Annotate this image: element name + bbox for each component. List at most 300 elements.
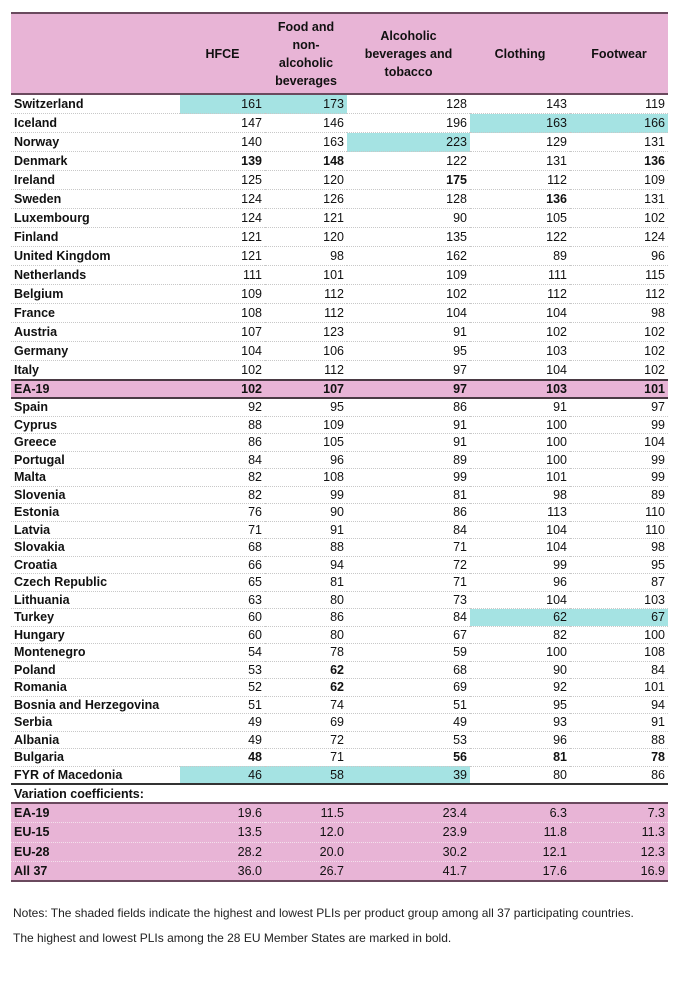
row-label: Germany: [11, 342, 180, 361]
value-cell: 103: [570, 591, 668, 609]
value-cell: 6.3: [470, 803, 570, 823]
value-cell: 175: [347, 171, 470, 190]
value-cell: 84: [347, 609, 470, 627]
value-cell: 102: [347, 285, 470, 304]
value-cell: 28.2: [180, 842, 265, 861]
value-cell: 104: [180, 342, 265, 361]
row-label: Poland: [11, 661, 180, 679]
value-cell: 88: [570, 731, 668, 749]
header-clothing: Clothing: [494, 46, 546, 61]
value-cell: 78: [570, 749, 668, 767]
value-cell: 119: [570, 94, 668, 114]
table-row: [11, 504, 668, 522]
value-cell: 128: [347, 190, 470, 209]
value-cell: 80: [265, 626, 347, 644]
value-cell: 12.0: [265, 823, 347, 842]
row-label: Slovakia: [11, 539, 180, 557]
value-cell: 71: [265, 749, 347, 767]
table-row: [11, 696, 668, 714]
value-cell: 56: [347, 749, 470, 767]
value-cell: 146: [265, 114, 347, 133]
variation-label-row: [11, 784, 668, 803]
value-cell: 49: [347, 714, 470, 732]
value-cell: 103: [470, 342, 570, 361]
value-cell: 13.5: [180, 823, 265, 842]
value-cell: 71: [347, 574, 470, 592]
table-row: [11, 469, 668, 487]
value-cell: 93: [470, 714, 570, 732]
value-cell: 53: [180, 661, 265, 679]
value-cell: 96: [470, 731, 570, 749]
table-row: [11, 285, 668, 304]
value-cell: 223: [347, 133, 470, 152]
value-cell: 99: [347, 469, 470, 487]
value-cell: 104: [470, 539, 570, 557]
value-cell: 125: [180, 171, 265, 190]
value-cell: 49: [180, 731, 265, 749]
table-row: [11, 486, 668, 504]
table-row: [11, 398, 668, 416]
value-cell: 17.6: [470, 861, 570, 881]
row-label: Serbia: [11, 714, 180, 732]
value-cell: 102: [180, 380, 265, 398]
value-cell: 101: [265, 266, 347, 285]
table-row: [11, 416, 668, 434]
value-cell: 67: [570, 609, 668, 627]
value-cell: 99: [570, 469, 668, 487]
value-cell: 41.7: [347, 861, 470, 881]
value-cell: 86: [570, 766, 668, 784]
value-cell: 121: [265, 209, 347, 228]
table-header: [11, 13, 668, 94]
value-cell: 107: [180, 323, 265, 342]
value-cell: 102: [570, 342, 668, 361]
value-cell: 100: [470, 416, 570, 434]
value-cell: 100: [470, 434, 570, 452]
value-cell: 95: [347, 342, 470, 361]
value-cell: 49: [180, 714, 265, 732]
value-cell: 97: [570, 398, 668, 416]
value-cell: 173: [265, 94, 347, 114]
value-cell: 92: [180, 398, 265, 416]
value-cell: 67: [347, 626, 470, 644]
row-label: Sweden: [11, 190, 180, 209]
value-cell: 110: [570, 504, 668, 522]
value-cell: 86: [265, 609, 347, 627]
value-cell: 102: [470, 323, 570, 342]
value-cell: 122: [470, 228, 570, 247]
value-cell: 108: [265, 469, 347, 487]
value-cell: 91: [347, 416, 470, 434]
value-cell: 100: [570, 626, 668, 644]
row-label: Netherlands: [11, 266, 180, 285]
value-cell: 105: [265, 434, 347, 452]
value-cell: 53: [347, 731, 470, 749]
value-cell: 120: [265, 171, 347, 190]
value-cell: 86: [347, 504, 470, 522]
value-cell: 84: [347, 521, 470, 539]
value-cell: 73: [347, 591, 470, 609]
value-cell: 108: [570, 644, 668, 662]
value-cell: 101: [570, 679, 668, 697]
table-row: [11, 133, 668, 152]
table-row: [11, 228, 668, 247]
value-cell: 131: [470, 152, 570, 171]
value-cell: 112: [265, 285, 347, 304]
value-cell: 62: [470, 609, 570, 627]
value-cell: 51: [180, 696, 265, 714]
value-cell: 48: [180, 749, 265, 767]
value-cell: 163: [470, 114, 570, 133]
row-label: Latvia: [11, 521, 180, 539]
value-cell: 66: [180, 556, 265, 574]
variation-row: [11, 803, 668, 823]
value-cell: 136: [470, 190, 570, 209]
value-cell: 128: [347, 94, 470, 114]
value-cell: 124: [180, 209, 265, 228]
value-cell: 95: [570, 556, 668, 574]
value-cell: 99: [570, 451, 668, 469]
value-cell: 161: [180, 94, 265, 114]
table-row: [11, 304, 668, 323]
value-cell: 11.5: [265, 803, 347, 823]
table-row: [11, 361, 668, 381]
value-cell: 102: [570, 323, 668, 342]
row-label: Hungary: [11, 626, 180, 644]
value-cell: 91: [570, 714, 668, 732]
value-cell: 106: [265, 342, 347, 361]
value-cell: 69: [265, 714, 347, 732]
table-row: [11, 714, 668, 732]
row-label: Slovenia: [11, 486, 180, 504]
row-label: Switzerland: [11, 94, 180, 114]
price-level-index-table: [11, 12, 668, 882]
value-cell: 80: [265, 591, 347, 609]
table-row: [11, 247, 668, 266]
value-cell: 84: [570, 661, 668, 679]
value-cell: 91: [265, 521, 347, 539]
value-cell: 101: [470, 469, 570, 487]
row-label: Czech Republic: [11, 574, 180, 592]
row-label: Portugal: [11, 451, 180, 469]
value-cell: 81: [265, 574, 347, 592]
value-cell: 131: [570, 133, 668, 152]
value-cell: 71: [347, 539, 470, 557]
value-cell: 94: [265, 556, 347, 574]
value-cell: 104: [347, 304, 470, 323]
value-cell: 95: [470, 696, 570, 714]
value-cell: 12.1: [470, 842, 570, 861]
row-label: France: [11, 304, 180, 323]
value-cell: 90: [470, 661, 570, 679]
variation-row: [11, 823, 668, 842]
row-label: Finland: [11, 228, 180, 247]
value-cell: 39: [347, 766, 470, 784]
value-cell: 23.4: [347, 803, 470, 823]
row-label: Denmark: [11, 152, 180, 171]
value-cell: 58: [265, 766, 347, 784]
value-cell: 129: [470, 133, 570, 152]
row-label: Turkey: [11, 609, 180, 627]
header-food: Food and non-alcoholic beverages: [275, 19, 337, 88]
value-cell: 121: [180, 247, 265, 266]
row-label: Spain: [11, 398, 180, 416]
value-cell: 108: [180, 304, 265, 323]
value-cell: 16.9: [570, 861, 668, 881]
row-label: FYR of Macedonia: [11, 766, 180, 784]
value-cell: 97: [347, 361, 470, 381]
table-row: [11, 521, 668, 539]
value-cell: 113: [470, 504, 570, 522]
value-cell: 163: [265, 133, 347, 152]
row-label: Luxembourg: [11, 209, 180, 228]
value-cell: 148: [265, 152, 347, 171]
value-cell: 109: [570, 171, 668, 190]
row-label: Romania: [11, 679, 180, 697]
value-cell: 72: [347, 556, 470, 574]
value-cell: 26.7: [265, 861, 347, 881]
value-cell: 124: [180, 190, 265, 209]
table-row: [11, 644, 668, 662]
value-cell: 71: [180, 521, 265, 539]
value-cell: 65: [180, 574, 265, 592]
value-cell: 104: [470, 361, 570, 381]
value-cell: 122: [347, 152, 470, 171]
variation-row: [11, 842, 668, 861]
row-label: Austria: [11, 323, 180, 342]
table-row: [11, 266, 668, 285]
table-row: [11, 451, 668, 469]
value-cell: 12.3: [570, 842, 668, 861]
value-cell: 11.3: [570, 823, 668, 842]
table-row: [11, 661, 668, 679]
table-row: [11, 731, 668, 749]
value-cell: 104: [570, 434, 668, 452]
value-cell: 62: [265, 679, 347, 697]
value-cell: 63: [180, 591, 265, 609]
value-cell: 46: [180, 766, 265, 784]
row-label: Croatia: [11, 556, 180, 574]
value-cell: 81: [347, 486, 470, 504]
value-cell: 89: [470, 247, 570, 266]
value-cell: 82: [470, 626, 570, 644]
value-cell: 78: [265, 644, 347, 662]
table-row: [11, 679, 668, 697]
value-cell: 102: [180, 361, 265, 381]
value-cell: 74: [265, 696, 347, 714]
value-cell: 131: [570, 190, 668, 209]
table-row: [11, 114, 668, 133]
value-cell: 91: [347, 434, 470, 452]
value-cell: 115: [570, 266, 668, 285]
value-cell: 87: [570, 574, 668, 592]
row-label: Cyprus: [11, 416, 180, 434]
value-cell: 111: [470, 266, 570, 285]
value-cell: 100: [470, 451, 570, 469]
value-cell: 82: [180, 486, 265, 504]
value-cell: 62: [265, 661, 347, 679]
value-cell: 196: [347, 114, 470, 133]
table-row: [11, 574, 668, 592]
value-cell: 69: [347, 679, 470, 697]
value-cell: 84: [180, 451, 265, 469]
row-label: Montenegro: [11, 644, 180, 662]
value-cell: 147: [180, 114, 265, 133]
value-cell: 91: [470, 398, 570, 416]
value-cell: 7.3: [570, 803, 668, 823]
header-hfce: HFCE: [205, 46, 240, 61]
value-cell: 100: [470, 644, 570, 662]
value-cell: 98: [570, 539, 668, 557]
value-cell: 20.0: [265, 842, 347, 861]
value-cell: 60: [180, 609, 265, 627]
value-cell: 54: [180, 644, 265, 662]
table-row: [11, 171, 668, 190]
table-row: [11, 434, 668, 452]
row-label: Bulgaria: [11, 749, 180, 767]
value-cell: 107: [265, 380, 347, 398]
value-cell: 60: [180, 626, 265, 644]
variation-row: [11, 861, 668, 881]
row-label: Belgium: [11, 285, 180, 304]
row-label: Lithuania: [11, 591, 180, 609]
row-label: Malta: [11, 469, 180, 487]
row-label: EA-19: [11, 380, 180, 398]
value-cell: 112: [265, 361, 347, 381]
table-row: [11, 342, 668, 361]
value-cell: 89: [347, 451, 470, 469]
value-cell: 88: [265, 539, 347, 557]
value-cell: 120: [265, 228, 347, 247]
row-label: Greece: [11, 434, 180, 452]
value-cell: 112: [265, 304, 347, 323]
header-footwear: Footwear: [591, 46, 647, 61]
row-label: Albania: [11, 731, 180, 749]
value-cell: 96: [265, 451, 347, 469]
table-row: [11, 749, 668, 767]
value-cell: 19.6: [180, 803, 265, 823]
table-row: [11, 766, 668, 784]
value-cell: 99: [265, 486, 347, 504]
value-cell: 112: [470, 171, 570, 190]
value-cell: 90: [347, 209, 470, 228]
value-cell: 112: [470, 285, 570, 304]
table-row: [11, 190, 668, 209]
value-cell: 103: [470, 380, 570, 398]
value-cell: 52: [180, 679, 265, 697]
value-cell: 91: [347, 323, 470, 342]
value-cell: 82: [180, 469, 265, 487]
value-cell: 102: [570, 209, 668, 228]
value-cell: 80: [470, 766, 570, 784]
row-label: Italy: [11, 361, 180, 381]
value-cell: 88: [180, 416, 265, 434]
value-cell: 68: [347, 661, 470, 679]
value-cell: 81: [470, 749, 570, 767]
table-row: [11, 209, 668, 228]
table-row: [11, 556, 668, 574]
value-cell: 124: [570, 228, 668, 247]
value-cell: 95: [265, 398, 347, 416]
ea19-row: [11, 380, 668, 398]
table-row: [11, 152, 668, 171]
value-cell: 51: [347, 696, 470, 714]
table-body: [11, 94, 668, 881]
value-cell: 86: [347, 398, 470, 416]
table-row: [11, 626, 668, 644]
value-cell: 105: [470, 209, 570, 228]
value-cell: 143: [470, 94, 570, 114]
value-cell: 135: [347, 228, 470, 247]
value-cell: 136: [570, 152, 668, 171]
row-label: Ireland: [11, 171, 180, 190]
row-label: EU-15: [11, 823, 180, 842]
value-cell: 112: [570, 285, 668, 304]
table-row: [11, 609, 668, 627]
value-cell: 140: [180, 133, 265, 152]
header-alcohol: Alcoholic beverages and tobacco: [364, 28, 453, 79]
value-cell: 126: [265, 190, 347, 209]
header-country: [11, 13, 180, 94]
note-shaded: Notes: The shaded fields indicate the highest and lowest PLIs per product group among all 37 participating countries.: [13, 906, 634, 920]
value-cell: 68: [180, 539, 265, 557]
value-cell: 23.9: [347, 823, 470, 842]
value-cell: 92: [470, 679, 570, 697]
value-cell: 104: [470, 591, 570, 609]
variation-label: Variation coefficients:: [11, 784, 668, 803]
value-cell: 102: [570, 361, 668, 381]
table-row: [11, 539, 668, 557]
notes: [13, 905, 653, 955]
value-cell: 99: [470, 556, 570, 574]
row-label: Norway: [11, 133, 180, 152]
value-cell: 96: [470, 574, 570, 592]
value-cell: 76: [180, 504, 265, 522]
value-cell: 121: [180, 228, 265, 247]
row-label: United Kingdom: [11, 247, 180, 266]
row-label: EA-19: [11, 803, 180, 823]
value-cell: 94: [570, 696, 668, 714]
value-cell: 104: [470, 521, 570, 539]
note-bold: The highest and lowest PLIs among the 28 EU Member States are marked in bold.: [13, 931, 452, 945]
value-cell: 59: [347, 644, 470, 662]
table-row: [11, 94, 668, 114]
value-cell: 111: [180, 266, 265, 285]
value-cell: 36.0: [180, 861, 265, 881]
value-cell: 110: [570, 521, 668, 539]
value-cell: 109: [180, 285, 265, 304]
value-cell: 11.8: [470, 823, 570, 842]
row-label: Bosnia and Herzegovina: [11, 696, 180, 714]
value-cell: 96: [570, 247, 668, 266]
row-label: Estonia: [11, 504, 180, 522]
value-cell: 101: [570, 380, 668, 398]
value-cell: 98: [470, 486, 570, 504]
value-cell: 166: [570, 114, 668, 133]
row-label: All 37: [11, 861, 180, 881]
table-row: [11, 591, 668, 609]
value-cell: 30.2: [347, 842, 470, 861]
value-cell: 86: [180, 434, 265, 452]
value-cell: 72: [265, 731, 347, 749]
value-cell: 89: [570, 486, 668, 504]
value-cell: 98: [265, 247, 347, 266]
value-cell: 104: [470, 304, 570, 323]
table-row: [11, 323, 668, 342]
value-cell: 162: [347, 247, 470, 266]
row-label: Iceland: [11, 114, 180, 133]
row-label: EU-28: [11, 842, 180, 861]
